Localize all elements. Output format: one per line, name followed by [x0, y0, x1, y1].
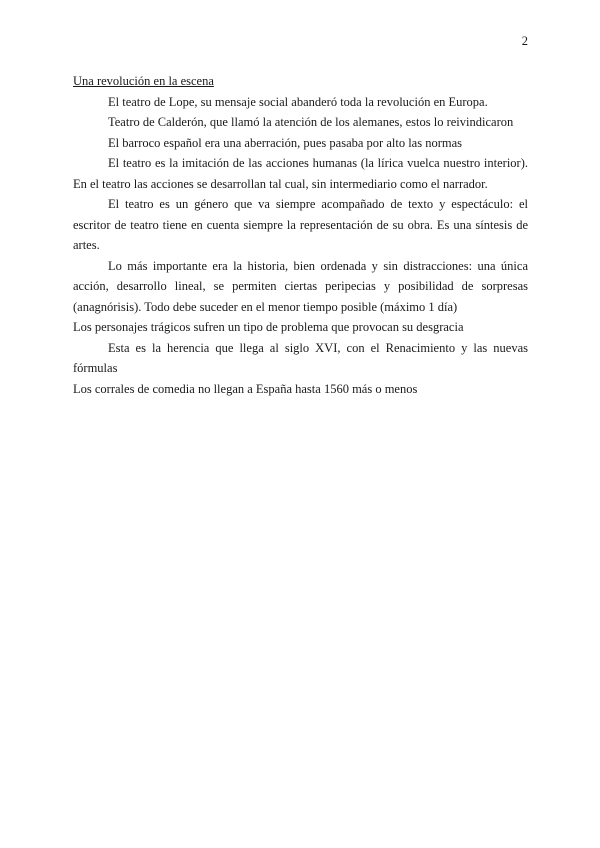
paragraph: El teatro de Lope, su mensaje social abanderó toda la revolución en Europa. — [108, 94, 488, 109]
paragraph: Lo más importante era la historia, bien ordenada y sin distracciones: una única acción, desarrollo lineal, se permiten ciertas peripecias y posibilidad de sorpresas (anagnórisis). Todo debe suceder en el menor tiempo posible (máximo 1 día) — [73, 258, 528, 314]
page-number: 2 — [521, 34, 528, 48]
paragraph: El teatro es la imitación de las acciones humanas (la lírica vuelca nuestro interior). En el teatro las acciones se desarrollan tal cual, sin intermediario como el narrador. — [73, 156, 528, 191]
paragraph: Esta es la herencia que llega al siglo XVI, con el Renacimiento y las nuevas fórmulas — [73, 340, 528, 375]
paragraph: Teatro de Calderón, que llamó la atención de los alemanes, estos lo reivindicaron — [108, 115, 514, 129]
paragraph: Los personajes trágicos sufren un tipo de problema que provocan su desgracia — [73, 320, 464, 334]
section-heading: Una revolución en la escena — [73, 74, 214, 88]
paragraph: El teatro es un género que va siempre acompañado de texto y espectáculo: el escritor de teatro tiene en cuenta siempre la representación de su obra. Es una síntesis de artes. — [73, 197, 528, 252]
paragraph: Los corrales de comedia no llegan a España hasta 1560 más o menos — [73, 381, 418, 396]
paragraph: El barroco español era una aberración, pues pasaba por alto las normas — [108, 135, 463, 150]
document-body — [73, 71, 528, 399]
